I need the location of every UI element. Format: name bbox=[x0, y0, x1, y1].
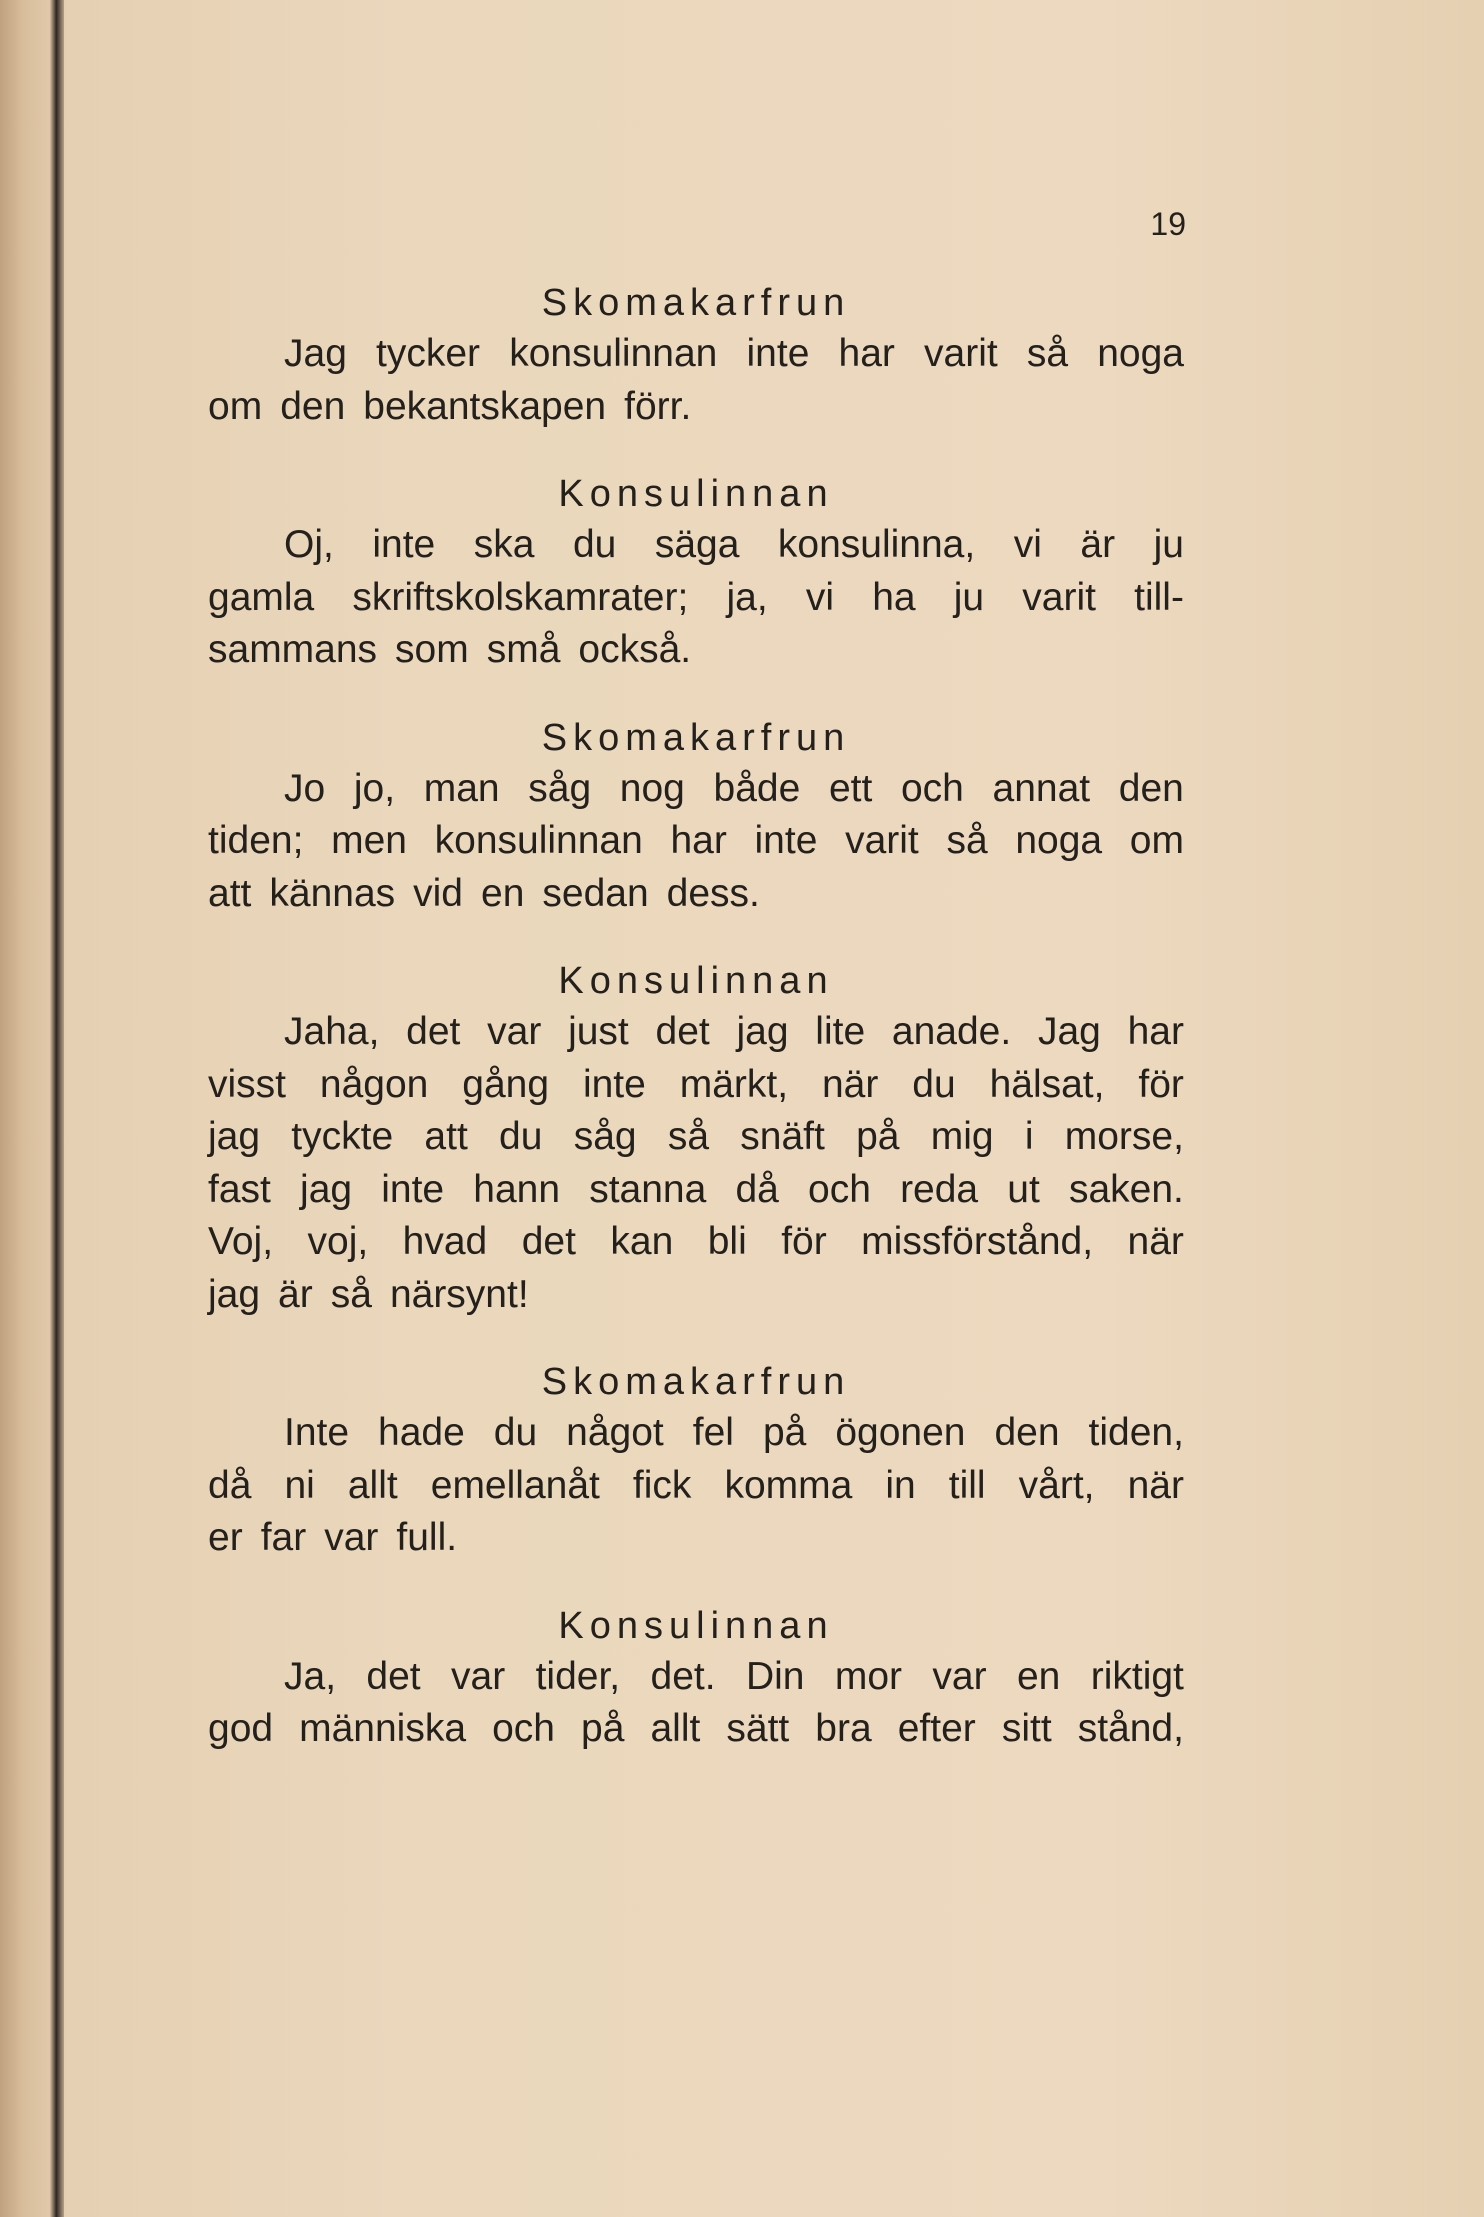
word: ju bbox=[1153, 523, 1184, 566]
word: allt bbox=[347, 1463, 398, 1507]
word: reda bbox=[900, 1167, 979, 1211]
word: inte bbox=[381, 1167, 445, 1211]
word: har bbox=[838, 332, 895, 375]
word: ut bbox=[1007, 1167, 1040, 1211]
word: saken. bbox=[1068, 1167, 1184, 1211]
word: närsynt! bbox=[389, 1272, 529, 1316]
text-line bbox=[208, 1164, 1184, 1217]
word: varit bbox=[845, 819, 919, 862]
word: det. bbox=[650, 1654, 716, 1698]
speaker-name: Skomakarfrun bbox=[541, 716, 851, 759]
word: ett bbox=[828, 766, 873, 810]
text-line bbox=[208, 1703, 1184, 1756]
word: var bbox=[324, 1516, 379, 1559]
word: stanna bbox=[589, 1167, 707, 1211]
word: kan bbox=[610, 1220, 674, 1263]
word: morse, bbox=[1064, 1115, 1184, 1158]
word: tiden; bbox=[208, 819, 304, 862]
word: konsulinnan bbox=[509, 332, 718, 375]
word: är bbox=[278, 1272, 313, 1316]
word: kännas bbox=[269, 871, 396, 915]
speaker-name: Konsulinnan bbox=[558, 1604, 834, 1647]
text-line bbox=[208, 1651, 1184, 1704]
word: det bbox=[366, 1654, 421, 1698]
word: en bbox=[1016, 1654, 1061, 1698]
word: den bbox=[994, 1411, 1060, 1454]
word: det bbox=[655, 1010, 710, 1053]
word: konsulinnan bbox=[434, 819, 643, 862]
word: mor bbox=[834, 1654, 903, 1698]
word: något bbox=[566, 1411, 664, 1454]
word: sedan bbox=[542, 871, 649, 915]
speaker-name: Konsulinnan bbox=[558, 960, 834, 1002]
word: tider, bbox=[535, 1654, 621, 1698]
text-line bbox=[208, 1269, 1184, 1322]
word: noga bbox=[1097, 332, 1184, 375]
word: jag bbox=[208, 1272, 261, 1316]
word: ni bbox=[284, 1463, 315, 1507]
word: och bbox=[808, 1167, 871, 1211]
word: er bbox=[208, 1516, 243, 1559]
word: Oj, bbox=[284, 523, 334, 566]
speech-block bbox=[208, 328, 1184, 433]
word: så bbox=[330, 1272, 372, 1316]
word: riktigt bbox=[1090, 1654, 1184, 1698]
word: noga bbox=[1015, 819, 1103, 862]
word: såg bbox=[573, 1115, 637, 1158]
word: till- bbox=[1134, 575, 1184, 619]
word: en bbox=[481, 871, 525, 915]
word: hade bbox=[378, 1411, 465, 1454]
text-line bbox=[208, 1460, 1184, 1513]
word: och bbox=[900, 766, 964, 810]
word: små bbox=[486, 628, 561, 671]
word: bekantskapen bbox=[363, 384, 607, 428]
word: så bbox=[946, 819, 988, 862]
word: varit bbox=[1022, 575, 1096, 619]
word: bra bbox=[815, 1707, 872, 1750]
text-line bbox=[208, 868, 1184, 921]
word: tiden, bbox=[1088, 1411, 1184, 1454]
word: fel bbox=[692, 1411, 734, 1454]
word: vårt, bbox=[1018, 1463, 1095, 1507]
word: i bbox=[1024, 1115, 1034, 1158]
text-line bbox=[208, 1407, 1184, 1460]
word: både bbox=[713, 766, 801, 810]
word: för bbox=[1138, 1062, 1184, 1106]
word: inte bbox=[746, 332, 810, 375]
word: nog bbox=[619, 766, 685, 810]
word: att bbox=[424, 1115, 468, 1158]
page-number: 19 bbox=[1150, 206, 1186, 242]
speech-block bbox=[208, 1651, 1184, 1756]
word: man bbox=[423, 766, 500, 810]
word: den bbox=[1118, 766, 1184, 810]
word: visst bbox=[208, 1062, 286, 1106]
text-line bbox=[208, 1006, 1184, 1059]
word: konsulinna, bbox=[777, 523, 976, 566]
word: full. bbox=[396, 1516, 458, 1559]
word: märkt, bbox=[679, 1062, 789, 1106]
word: sammans bbox=[208, 628, 378, 671]
word: det bbox=[406, 1010, 461, 1053]
word: inte bbox=[582, 1062, 646, 1106]
text-line bbox=[208, 572, 1184, 625]
text-line bbox=[208, 1216, 1184, 1269]
word: dess. bbox=[666, 871, 760, 915]
word: sitt bbox=[1001, 1707, 1052, 1750]
word: du bbox=[499, 1115, 543, 1158]
word: snäft bbox=[740, 1115, 825, 1158]
text-line bbox=[208, 624, 1184, 677]
word: stånd, bbox=[1077, 1707, 1184, 1750]
play-text bbox=[208, 278, 1184, 1756]
word: till bbox=[948, 1463, 986, 1507]
word: hvad bbox=[402, 1220, 488, 1263]
word: om bbox=[208, 384, 263, 428]
speaker-name: Konsulinnan bbox=[558, 473, 834, 515]
text-line bbox=[208, 1111, 1184, 1164]
word: ska bbox=[473, 523, 535, 566]
word: voj, bbox=[307, 1220, 369, 1263]
word: just bbox=[568, 1010, 629, 1053]
text-line bbox=[208, 381, 1184, 434]
text-line bbox=[208, 815, 1184, 868]
word: var bbox=[487, 1010, 542, 1053]
word: säga bbox=[654, 523, 740, 566]
word: du bbox=[572, 523, 617, 566]
word: såg bbox=[528, 766, 592, 810]
speech-block bbox=[208, 519, 1184, 677]
word: när bbox=[821, 1062, 879, 1106]
word: på bbox=[856, 1115, 900, 1158]
word: och bbox=[492, 1707, 555, 1750]
text-line bbox=[208, 763, 1184, 816]
word: fast bbox=[208, 1167, 271, 1211]
word: gång bbox=[462, 1062, 550, 1106]
word: Jaha, bbox=[284, 1010, 380, 1053]
word: den bbox=[280, 384, 346, 428]
word: tycker bbox=[376, 332, 481, 375]
word: någon bbox=[319, 1062, 429, 1106]
word: gamla bbox=[208, 575, 315, 619]
word: var bbox=[451, 1654, 506, 1698]
word: har bbox=[1127, 1010, 1184, 1053]
word: det bbox=[521, 1220, 576, 1263]
word: också. bbox=[578, 628, 692, 671]
word: hälsat, bbox=[989, 1062, 1105, 1106]
word: vi bbox=[805, 575, 835, 619]
word: mig bbox=[930, 1115, 994, 1158]
word: att bbox=[208, 871, 252, 915]
word: anade. bbox=[891, 1010, 1012, 1053]
word: komma bbox=[724, 1463, 853, 1507]
word: är bbox=[1080, 523, 1116, 566]
word: var bbox=[932, 1654, 987, 1698]
word: jag bbox=[736, 1010, 789, 1053]
word: jag bbox=[208, 1115, 261, 1158]
word: Jo bbox=[284, 766, 326, 810]
word: vi bbox=[1013, 523, 1042, 566]
word: ja, bbox=[726, 575, 768, 619]
word: in bbox=[885, 1463, 916, 1507]
word: fick bbox=[632, 1463, 692, 1507]
speech-block bbox=[208, 763, 1184, 921]
word: inte bbox=[754, 819, 818, 862]
text-line bbox=[208, 328, 1184, 381]
word: har bbox=[670, 819, 727, 862]
word: skriftskolskamrater; bbox=[352, 575, 689, 619]
word: Voj, bbox=[208, 1220, 274, 1263]
word: Ja, bbox=[284, 1654, 337, 1698]
word: du bbox=[912, 1062, 956, 1106]
word: efter bbox=[897, 1707, 976, 1750]
word: då bbox=[735, 1167, 779, 1211]
word: för bbox=[781, 1220, 827, 1263]
speech-block bbox=[208, 1407, 1184, 1565]
word: missförstånd, bbox=[861, 1220, 1094, 1263]
word: far bbox=[260, 1516, 307, 1559]
text-line bbox=[208, 519, 1184, 572]
word: som bbox=[395, 628, 469, 671]
word: när bbox=[1127, 1463, 1184, 1507]
word: jag bbox=[300, 1167, 353, 1211]
word: om bbox=[1129, 819, 1184, 862]
word: människa bbox=[299, 1707, 467, 1750]
word: ögonen bbox=[835, 1411, 966, 1454]
word: bli bbox=[707, 1220, 747, 1263]
word: förr. bbox=[624, 384, 692, 428]
word: sätt bbox=[726, 1707, 790, 1750]
word: på bbox=[581, 1707, 625, 1750]
word: tyckte bbox=[291, 1115, 394, 1158]
word: Inte bbox=[284, 1411, 350, 1454]
word: hann bbox=[473, 1167, 561, 1211]
word: vid bbox=[413, 871, 463, 915]
word: varit bbox=[924, 332, 998, 375]
word: Jag bbox=[1037, 1010, 1101, 1053]
word: jo, bbox=[353, 766, 396, 810]
word: allt bbox=[650, 1707, 701, 1750]
word: annat bbox=[992, 766, 1091, 810]
word: Jag bbox=[284, 332, 347, 375]
word: så bbox=[1026, 332, 1069, 375]
word: god bbox=[208, 1707, 274, 1750]
word: på bbox=[762, 1411, 807, 1454]
word: du bbox=[493, 1411, 538, 1454]
word: när bbox=[1127, 1220, 1184, 1263]
word: emellanåt bbox=[430, 1463, 600, 1507]
word: inte bbox=[372, 523, 436, 566]
book-spine-shadow bbox=[50, 0, 64, 2217]
word: ha bbox=[872, 575, 916, 619]
word: men bbox=[331, 819, 407, 862]
text-line bbox=[208, 1059, 1184, 1112]
speaker-name: Skomakarfrun bbox=[541, 282, 851, 324]
text-line bbox=[208, 1512, 1184, 1565]
word: lite bbox=[815, 1010, 866, 1053]
speech-block bbox=[208, 1006, 1184, 1321]
word: då bbox=[208, 1463, 252, 1507]
word: ju bbox=[953, 575, 985, 619]
word: Din bbox=[745, 1654, 805, 1698]
speaker-name: Skomakarfrun bbox=[541, 1361, 851, 1403]
word: så bbox=[667, 1115, 710, 1158]
